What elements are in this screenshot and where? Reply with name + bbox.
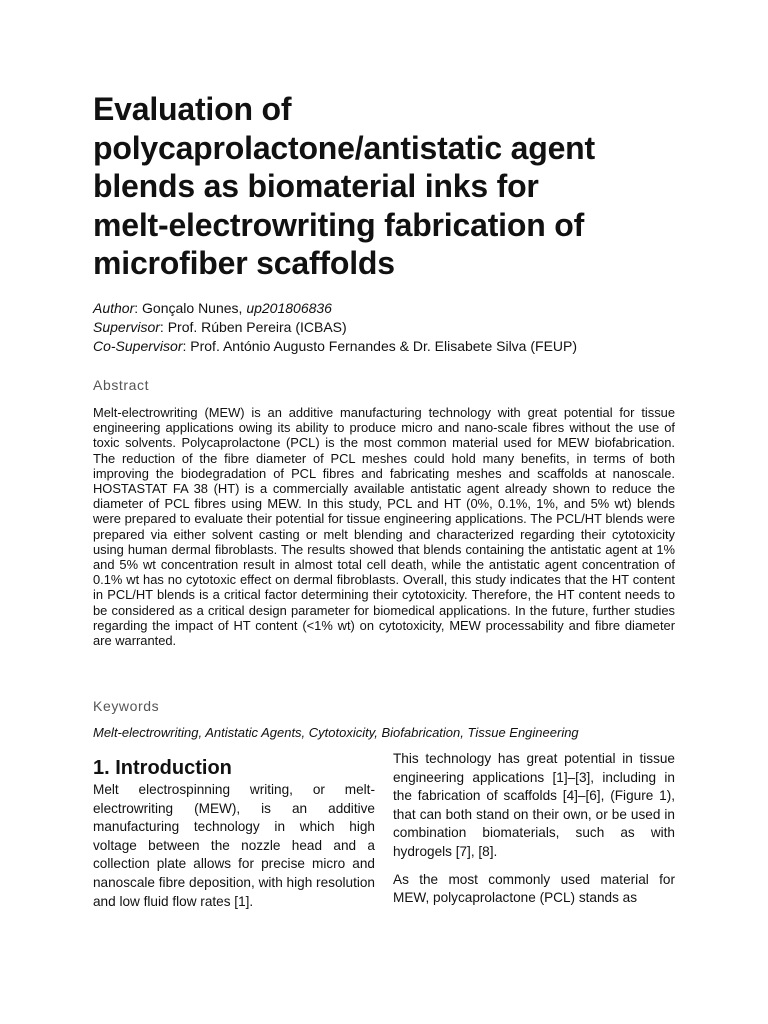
author-line xyxy=(93,299,693,318)
abstract-text: Melt-electrowriting (MEW) is an additive manufacturing technology with great potential for tissue engineering applications owing its ability to produce micro and nano-scale fibres without the use of toxic solvents. Polycaprolactone (PCL) is the most common material used for MEW biofabrication. The reduction of the fibre diameter of PCL meshes could hold many benefits, in terms of both improving the biodegradation of PCL fibres and fabricating meshes and scaffolds at nanoscale. HOSTASTAT FA 38 (HT) is a commercially available antistatic agent already shown to reduce the diameter of PCL fibres using MEW. In this study, PCL and HT (0%, 0.1%, 1%, and 5% wt) blends were prepared to evaluate their potential for tissue engineering applications. The PCL/HT blends were prepared via either solvent casting or melt blending and characterized regarding their cytotoxicity using human dermal fibroblasts. The results showed that blends containing the antistatic agent at 1% and 5% wt concentration result in almost total cell death, while the antistatic agent concentration of 0.1% wt has no cytotoxic effect on dermal fibroblasts. Overall, this study indicates that the HT content in PCL/HT blends is a critical factor determining their cytotoxicity. Therefore, the HT content needs to be considered as a critical design parameter for biomedical applications. In the future, further studies regarding the impact of HT content (<1% wt) on cytotoxicity, MEW processability and fibre diameter are warranted. xyxy=(93,405,675,649)
keywords-heading: Keywords xyxy=(93,698,160,714)
intro-paragraph: This technology has great potential in tissue engineering applications [1]–[3], including in the fabrication of scaffolds [4]–[6], (Figure 1), that can both stand on their own, or be used in combination biomaterials, such as with hydrogels [7], [8]. xyxy=(393,751,675,859)
title-line: microfiber scaffolds xyxy=(93,245,395,281)
abstract-heading: Abstract xyxy=(93,377,150,393)
introduction-right-column xyxy=(393,750,675,917)
title-line: Evaluation of xyxy=(93,91,292,127)
title-line: melt-electrowriting fabrication of xyxy=(93,206,585,243)
keywords-text: Melt-electrowriting, Antistatic Agents, Cytotoxicity, Biofabrication, Tissue Engineering xyxy=(93,725,579,740)
cosupervisor-label: Co-Supervisor xyxy=(93,338,183,354)
introduction-left-column: Melt electrospinning writing, or melt-electrowriting (MEW), is an additive manufacturing technology in which high voltage between the nozzle head and a collection plate allows for precise micro and nanoscale fibre deposition, with high resolution and low fluid flow rates [1]. xyxy=(93,782,375,909)
cosupervisor-name: : Prof. António Augusto Fernandes & Dr. Elisabete Silva (FEUP) xyxy=(182,338,578,354)
cosupervisor-line xyxy=(93,337,693,356)
intro-paragraph: As the most commonly used material for MEW, polycaprolactone (PCL) stands as xyxy=(393,871,675,906)
title-line: blends as biomaterial inks for xyxy=(93,168,539,204)
supervisor-name: : Prof. Rúben Pereira (ICBAS) xyxy=(159,319,347,335)
author-block xyxy=(93,299,693,356)
title-line: polycaprolactone/antistatic agent xyxy=(93,129,595,166)
author-name: : Gonçalo Nunes, xyxy=(134,300,247,316)
paper-title xyxy=(93,90,693,283)
introduction-heading: 1. Introduction xyxy=(93,757,232,779)
supervisor-line xyxy=(93,318,693,337)
supervisor-label: Supervisor xyxy=(93,319,160,335)
author-label: Author xyxy=(93,300,135,316)
author-id: up201806836 xyxy=(246,300,332,316)
